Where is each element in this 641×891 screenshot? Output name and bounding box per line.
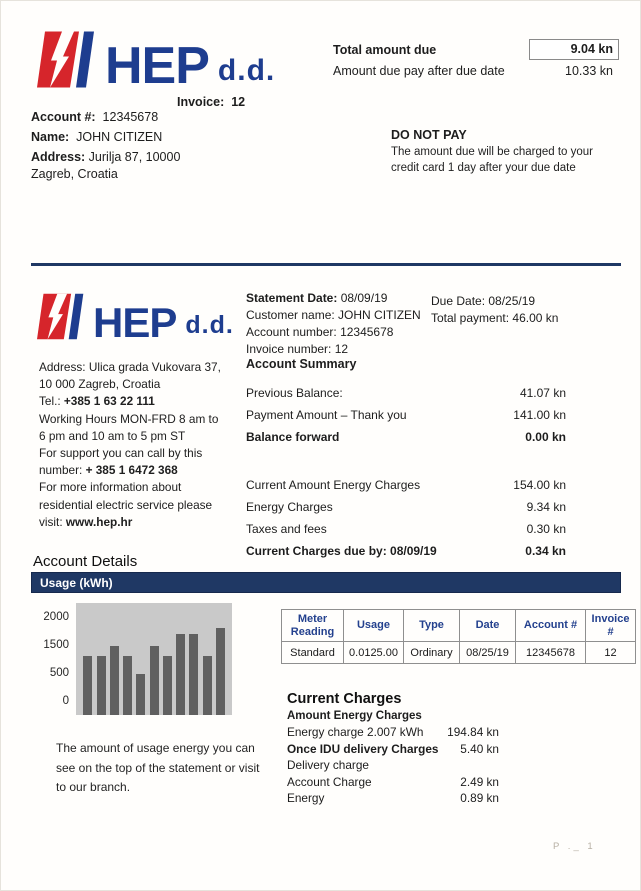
page-indicator: P ._ 1 xyxy=(553,841,596,852)
cell-date: 08/25/19 xyxy=(460,642,516,664)
statement-info-block xyxy=(246,290,421,358)
usage-bar xyxy=(163,656,172,715)
row-label: Energy Charges xyxy=(246,500,333,514)
usage-chart-plot xyxy=(76,603,232,715)
current-charges-block xyxy=(287,691,499,807)
y-axis-tick: 2000 xyxy=(43,611,69,623)
row-value: 2.49 kn xyxy=(460,774,499,789)
row-label: Account Charge xyxy=(287,774,372,789)
due-date-block xyxy=(431,293,558,327)
after-due-row xyxy=(333,64,619,78)
row-value: 41.07 kn xyxy=(519,386,566,400)
meter-reading-table xyxy=(281,609,636,664)
charge-row-delivery-charge xyxy=(287,757,499,774)
company-line xyxy=(39,411,244,428)
usage-bar xyxy=(216,628,225,715)
usage-bar xyxy=(176,634,185,715)
hep-logo-secondary xyxy=(37,293,234,346)
summary-row-payment-amount xyxy=(246,409,566,422)
meter-table-header-row xyxy=(282,610,636,642)
company-info-line2: residential electric service please xyxy=(39,497,213,512)
company-line xyxy=(39,359,244,376)
hep-suffix: d.d. xyxy=(217,54,276,87)
row-value: 0.00 kn xyxy=(525,430,566,444)
company-tel-number: +385 1 63 22 111 xyxy=(63,394,155,409)
account-summary-title: Account Summary xyxy=(246,357,357,371)
hep-logo xyxy=(37,31,276,96)
header-type: Type xyxy=(404,610,460,642)
summary-row-energy-charges xyxy=(246,501,566,514)
total-payment-row xyxy=(431,310,558,327)
account-number-label: Account #: xyxy=(31,110,96,124)
header-meter-reading: Meter Reading xyxy=(282,610,344,642)
company-address-line1: Address: Ulica grada Vukovara 37, xyxy=(39,360,221,374)
do-not-pay-block xyxy=(391,128,623,176)
customer-address-row xyxy=(31,149,223,183)
usage-section-header: Usage (kWh) xyxy=(31,572,621,593)
company-website-link: www.hep.hr xyxy=(65,514,133,529)
company-line xyxy=(39,428,244,445)
company-line xyxy=(39,376,244,393)
total-payment-value: 46.00 kn xyxy=(512,311,559,325)
customer-info-block xyxy=(31,109,223,186)
usage-bar xyxy=(110,646,119,715)
company-address-line2: 10 000 Zagreb, Croatia xyxy=(39,377,161,392)
company-info-line1: For more information about xyxy=(39,480,182,495)
due-date-value: 08/25/19 xyxy=(488,294,536,308)
row-value: 0.30 kn xyxy=(526,522,566,536)
statement-invoice-label: Invoice number: xyxy=(246,342,332,356)
row-value: 0.34 kn xyxy=(525,544,566,558)
usage-bar xyxy=(97,656,106,715)
do-not-pay-title: DO NOT PAY xyxy=(391,128,467,142)
usage-bar xyxy=(203,656,212,715)
row-value: 0.89 kn xyxy=(460,791,499,805)
company-support-line1: For support you can call by this xyxy=(39,446,203,461)
y-axis-tick: 0 xyxy=(62,695,69,707)
cell-invoice-number: 12 xyxy=(586,642,636,664)
row-label: Once IDU delivery Charges xyxy=(287,741,439,756)
statement-date-row xyxy=(246,290,421,307)
hep-wordmark: HEP xyxy=(105,37,209,96)
cell-account-number: 12345678 xyxy=(516,642,586,664)
invoice-number-line xyxy=(177,95,245,109)
usage-note-text: The amount of usage energy you can see on the top of the statement or visit to our branch. xyxy=(56,741,260,794)
account-number-value: 12345678 xyxy=(102,110,159,124)
after-due-label: Amount due pay after due date xyxy=(333,64,505,78)
due-date-row xyxy=(431,293,558,310)
cell-meter-reading: Standard xyxy=(282,642,344,664)
hep-logo-mark-icon xyxy=(37,293,89,340)
charge-row-energy-charge xyxy=(287,724,499,741)
row-value: 141.00 kn xyxy=(513,408,566,422)
charge-row-account-charge xyxy=(287,774,499,791)
statement-customer-row xyxy=(246,307,421,324)
invoice-label: Invoice: xyxy=(177,95,225,109)
company-line xyxy=(39,479,244,496)
customer-address-value: Jurilja 87, 10000 Zagreb, Croatia xyxy=(31,150,181,181)
usage-bar xyxy=(150,646,159,715)
row-label: Payment Amount – Thank you xyxy=(246,408,407,422)
statement-date-value: 08/09/19 xyxy=(340,291,388,305)
do-not-pay-text: The amount due will be charged to your credit card 1 day after your due date xyxy=(391,146,594,174)
summary-row-previous-balance xyxy=(246,387,566,400)
company-line xyxy=(39,393,244,410)
statement-account-row xyxy=(246,324,421,341)
row-label: Current Amount Energy Charges xyxy=(246,478,421,492)
after-due-value: 10.33 kn xyxy=(565,64,613,78)
customer-name-value: JOHN CITIZEN xyxy=(76,130,163,144)
company-hours-line1: Working Hours MON-FRD 8 am to xyxy=(39,411,219,426)
row-label: Balance forward xyxy=(246,430,340,444)
section-divider xyxy=(31,263,621,266)
statement-date-label: Statement Date: xyxy=(246,291,338,305)
amount-energy-charges-subtitle: Amount Energy Charges xyxy=(287,710,422,722)
summary-row-current-charges-due xyxy=(246,545,566,558)
total-due-label: Total amount due xyxy=(333,42,437,57)
summary-row-taxes-fees xyxy=(246,523,566,536)
row-value: 5.40 kn xyxy=(460,741,499,756)
summary-row-balance-forward xyxy=(246,431,566,444)
usage-chart xyxy=(29,599,241,717)
row-label: Energy xyxy=(287,791,325,805)
customer-name-label: Name: xyxy=(31,130,70,144)
company-support-label: number: xyxy=(39,463,86,478)
account-details-title: Account Details xyxy=(33,553,138,570)
company-line xyxy=(39,462,244,479)
customer-address-label: Address: xyxy=(31,150,86,164)
cell-type: Ordinary xyxy=(404,642,460,664)
summary-row-current-amount xyxy=(246,479,566,492)
company-info-block xyxy=(39,359,244,531)
statement-invoice-value: 12 xyxy=(334,342,349,356)
total-payment-label: Total payment: xyxy=(431,311,510,325)
row-label: Previous Balance: xyxy=(246,386,343,400)
row-value: 154.00 kn xyxy=(513,478,566,492)
amount-due-block xyxy=(333,39,619,78)
y-axis-tick: 1500 xyxy=(43,639,69,651)
account-number-row xyxy=(31,109,223,126)
usage-bar xyxy=(123,656,132,715)
cell-usage: 0.0125.00 xyxy=(344,642,404,664)
row-value: 194.84 kn xyxy=(447,725,499,739)
total-due-row xyxy=(333,39,619,60)
row-label: Taxes and fees xyxy=(246,522,327,536)
row-value: 9.34 kn xyxy=(526,500,566,514)
row-label: Energy charge 2.007 kWh xyxy=(287,725,424,739)
header-account-number: Account # xyxy=(516,610,586,642)
summary-spacer xyxy=(246,453,566,479)
total-due-amount-box: 9.04 kn xyxy=(529,39,619,60)
header-date: Date xyxy=(460,610,516,642)
company-line xyxy=(39,445,244,462)
hep-logo-mark-icon xyxy=(37,31,101,88)
y-axis-tick: 500 xyxy=(49,667,69,679)
charge-row-idu-delivery xyxy=(287,741,499,758)
meter-table-data-row xyxy=(282,642,636,664)
hep-wordmark: HEP xyxy=(93,298,177,346)
statement-customer-value: JOHN CITIZEN xyxy=(338,308,421,322)
statement-account-value: 12345678 xyxy=(340,325,394,339)
company-hours-line2: 6 pm and 10 am to 5 pm ST xyxy=(39,428,186,443)
company-support-number: + 385 1 6472 368 xyxy=(85,463,178,478)
company-tel-label: Tel.: xyxy=(39,394,64,409)
usage-bar xyxy=(189,634,198,715)
invoice-value: 12 xyxy=(231,95,246,109)
header-invoice-number: Invoice # xyxy=(586,610,636,642)
statement-customer-label: Customer name: xyxy=(246,308,335,322)
charge-row-energy xyxy=(287,790,499,807)
usage-bar xyxy=(83,656,92,715)
due-date-label: Due Date: xyxy=(431,294,486,308)
current-charges-title: Current Charges xyxy=(287,691,402,707)
statement-invoice-row xyxy=(246,341,421,358)
header-usage: Usage xyxy=(344,610,404,642)
usage-bar xyxy=(136,674,145,715)
row-label: Current Charges due by: 08/09/19 xyxy=(246,544,437,558)
company-visit-label: visit: xyxy=(39,514,66,529)
hep-suffix: d.d. xyxy=(185,311,234,339)
company-line xyxy=(39,514,244,531)
statement-account-label: Account number: xyxy=(246,325,337,339)
customer-name-row xyxy=(31,129,223,146)
account-summary xyxy=(246,357,566,567)
company-line xyxy=(39,497,244,514)
row-label: Delivery charge xyxy=(287,758,369,772)
